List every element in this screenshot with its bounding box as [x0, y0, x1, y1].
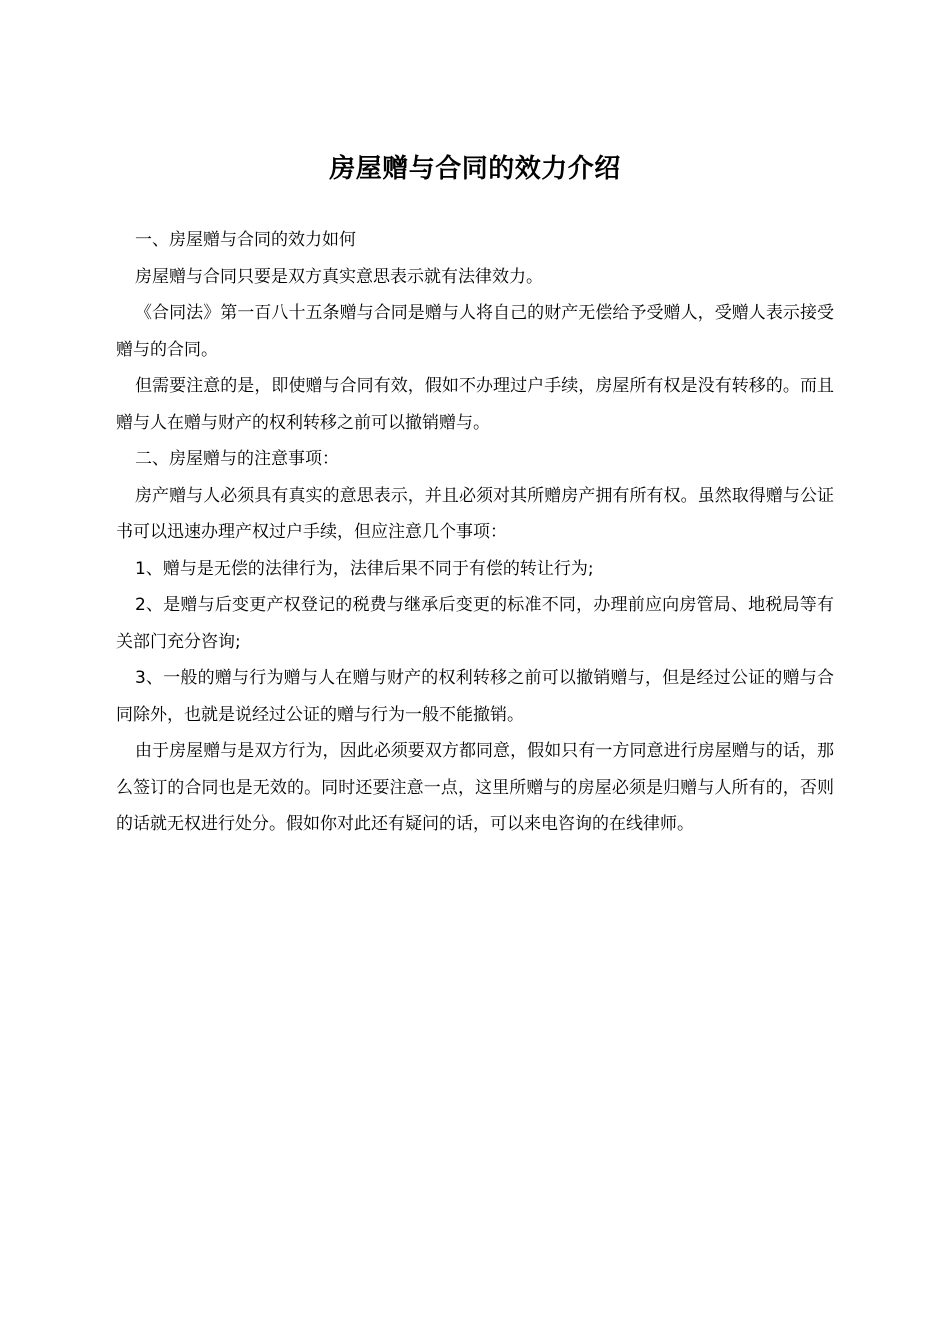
paragraph: 房产赠与人必须具有真实的意思表示，并且必须对其所赠房产拥有所有权。虽然取得赠与公证书可以迅速办理产权过户手续，但应注意几个事项： [116, 485, 834, 542]
section-heading-1: 一、房屋赠与合同的效力如何 [135, 230, 356, 250]
document-title: 房屋赠与合同的效力介绍 [329, 154, 621, 185]
paragraph: 但需要注意的是，即使赠与合同有效，假如不办理过户手续，房屋所有权是没有转移的。而且赠与人在赠与财产的权利转移之前可以撤销赠与。 [116, 376, 834, 433]
list-item: 1、赠与是无偿的法律行为，法律后果不同于有偿的转让行为; [135, 558, 594, 579]
paragraph: 《合同法》第一百八十五条赠与合同是赠与人将自己的财产无偿给予受赠人，受赠人表示接受赠与的合同。 [116, 303, 834, 360]
list-item: 2、是赠与后变更产权登记的税费与继承后变更的标准不同，办理前应向房管局、地税局等有关部门充分咨询; [116, 595, 834, 652]
paragraph: 由于房屋赠与是双方行为，因此必须要双方都同意，假如只有一方同意进行房屋赠与的话，那么签订的合同也是无效的。同时还要注意一点，这里所赠与的房屋必须是归赠与人所有的，否则的话就无权进行处分。假如你对此还有疑问的话，可以来电咨询的在线律师。 [116, 741, 834, 834]
list-item: 3、一般的赠与行为赠与人在赠与财产的权利转移之前可以撤销赠与，但是经过公证的赠与合同除外，也就是说经过公证的赠与行为一般不能撤销。 [116, 668, 834, 725]
section-heading-2: 二、房屋赠与的注意事项： [135, 449, 339, 469]
paragraph: 房屋赠与合同只要是双方真实意思表示就有法律效力。 [135, 266, 543, 287]
document-body [116, 222, 834, 843]
